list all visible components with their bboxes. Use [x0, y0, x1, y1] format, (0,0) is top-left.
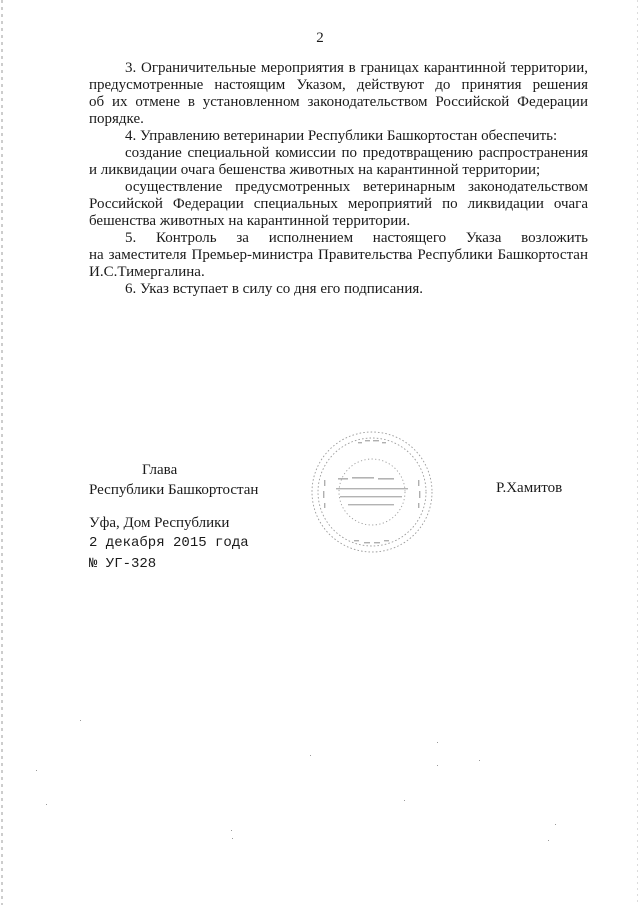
paragraph-line: порядке.	[89, 111, 144, 127]
issuance-location: Уфа, Дом Республики	[89, 515, 230, 531]
signatory-title-line-1: Глава	[142, 462, 178, 478]
paragraph-line: создание специальной комиссии по предотвращению распространения	[125, 145, 588, 161]
official-seal-stamp	[308, 428, 436, 556]
decree-body	[89, 60, 588, 298]
paragraph-line: об их отмене в установленном законодательством Российской Федерации	[89, 94, 588, 110]
signatory-name: Р.Хамитов	[496, 480, 563, 496]
paragraph-line: 3. Ограничительные мероприятия в границах карантинной территории,	[125, 60, 588, 76]
scan-edge-left	[1, 0, 3, 905]
scan-edge-right	[637, 0, 638, 905]
paragraph-line: 6. Указ вступает в силу со дня его подписания.	[125, 281, 423, 297]
paragraph-3	[89, 60, 588, 128]
paragraph-line: на заместителя Премьер-министра Правительства Республики Башкортостан	[89, 247, 588, 263]
paragraph-line: 4. Управлению ветеринарии Республики Башкортостан обеспечить:	[125, 128, 558, 144]
decree-number: № УГ-328	[89, 556, 157, 572]
issuance-details	[89, 513, 249, 575]
paragraph-4-item-2	[89, 179, 588, 230]
paragraph-line: И.С.Тимергалина.	[89, 264, 205, 280]
issuance-date: 2 декабря 2015 года	[89, 535, 249, 551]
signatory-title-line-2: Республики Башкортостан	[89, 482, 259, 498]
paragraph-line: осуществление предусмотренных ветеринарным законодательством	[125, 179, 588, 195]
page-number: 2	[316, 30, 324, 46]
paragraph-line: предусмотренные настоящим Указом, действуют до принятия решения	[89, 77, 588, 93]
paragraph-line: и ликвидации очага бешенства животных на карантинной территории;	[89, 162, 541, 178]
signatory-title	[89, 460, 258, 500]
paragraph-4	[89, 128, 588, 145]
paragraph-4-item-1	[89, 145, 588, 179]
paragraph-line: Российской Федерации специальных мероприятий по ликвидации очага	[89, 196, 588, 212]
paragraph-6	[89, 281, 588, 298]
paragraph-5	[89, 230, 588, 281]
paragraph-line: 5. Контроль за исполнением настоящего Указа возложить	[125, 230, 588, 246]
paragraph-line: бешенства животных на карантинной территории.	[89, 213, 411, 229]
